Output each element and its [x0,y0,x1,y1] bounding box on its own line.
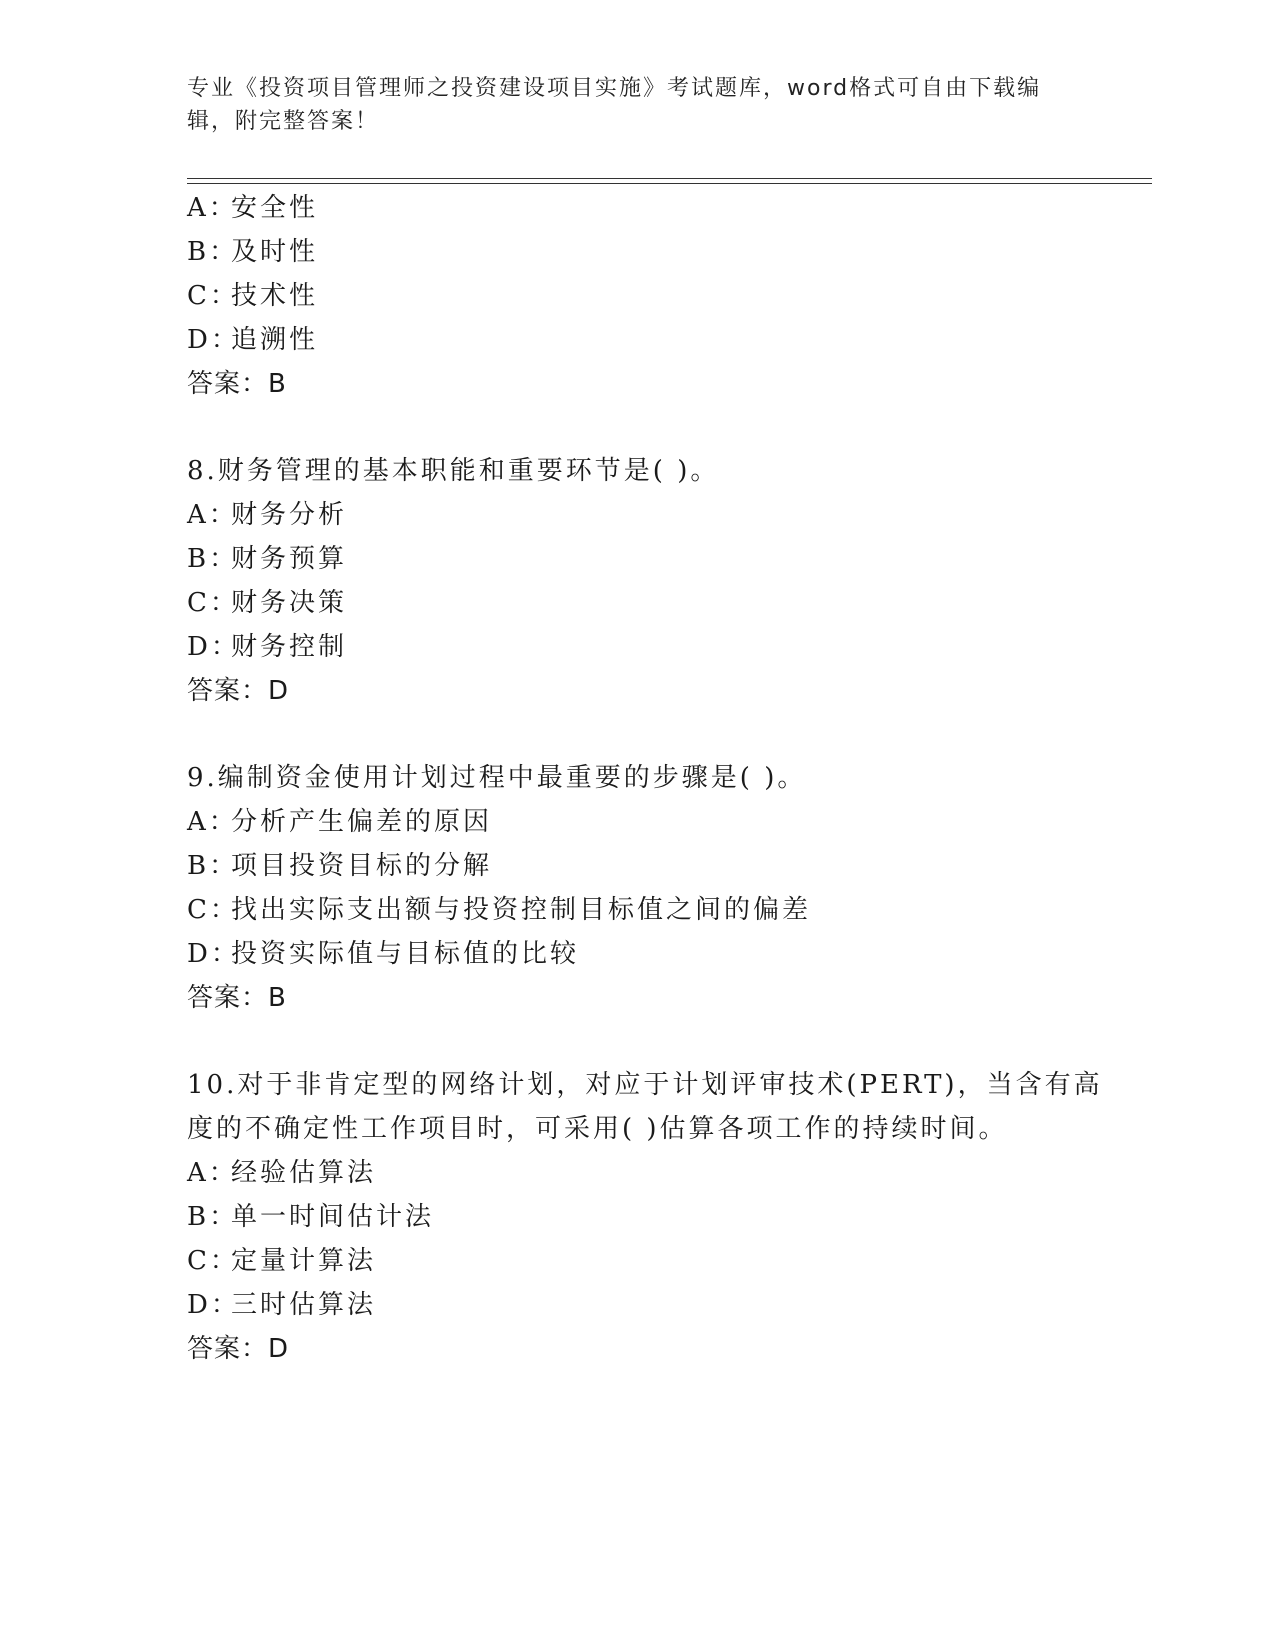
option-text: 技术性 [231,281,319,311]
q10-question-line-2: 度的不确定性工作项目时，可采用( )估算各项工作的持续时间。 [187,1114,1008,1144]
q8-option-b [187,543,347,575]
q10-option-b [187,1201,434,1233]
option-label: C： [187,1246,239,1276]
option-text: 财务预算 [231,544,348,574]
option-label: D： [187,1290,240,1320]
option-label: D： [187,325,240,355]
option-text: 定量计算法 [231,1246,377,1276]
option-label: C： [187,588,239,618]
option-label: B： [187,1202,239,1232]
option-text: 分析产生偏差的原因 [231,807,493,837]
q10-option-c [187,1245,376,1277]
option-label: B： [187,237,239,267]
option-label: D： [187,939,240,969]
header-divider-top [187,178,1152,179]
option-text: 安全性 [231,193,319,223]
q8-option-d [187,631,347,663]
option-text: 及时性 [231,237,319,267]
option-label: B： [187,851,239,881]
option-label: C： [187,281,239,311]
q7-option-a [187,192,318,224]
q9-answer: 答案：B [187,983,287,1013]
q8-question: 8.财务管理的基本职能和重要环节是( )。 [187,456,720,486]
q8-option-c [187,587,347,619]
option-label: C： [187,895,239,925]
q10-option-d [187,1289,376,1321]
q9-option-b [187,850,492,882]
document-header [187,72,1067,138]
q8-option-a [187,499,347,531]
q9-option-d [187,938,579,970]
option-text: 单一时间估计法 [231,1202,435,1232]
q9-option-c [187,894,811,926]
option-label: D： [187,632,240,662]
option-text: 追溯性 [231,325,319,355]
option-label: A： [187,1158,238,1188]
option-text: 项目投资目标的分解 [231,851,493,881]
option-text: 找出实际支出额与投资控制目标值之间的偏差 [231,895,812,925]
q10-option-a [187,1157,376,1189]
q7-option-b [187,236,318,268]
q8-answer: 答案：D [187,676,290,706]
option-text: 财务分析 [231,500,348,530]
q9-question: 9.编制资金使用计划过程中最重要的步骤是( )。 [187,763,807,793]
option-text: 投资实际值与目标值的比较 [231,939,580,969]
q7-option-d [187,324,318,356]
option-text: 财务决策 [231,588,348,618]
option-text: 三时估算法 [231,1290,377,1320]
option-label: A： [187,500,238,530]
q7-answer: 答案：B [187,369,287,399]
option-label: A： [187,807,238,837]
q7-option-c [187,280,318,312]
header-divider-bottom [187,183,1152,184]
header-line-1: 专业《投资项目管理师之投资建设项目实施》考试题库，word格式可自由下载编 [187,76,1042,101]
option-label: A： [187,193,238,223]
q10-question-line-1: 10.对于非肯定型的网络计划，对应于计划评审技术(PERT)，当含有高 [187,1070,1103,1100]
option-label: B： [187,544,239,574]
q9-option-a [187,806,492,838]
option-text: 经验估算法 [231,1158,377,1188]
option-text: 财务控制 [231,632,348,662]
header-line-2: 辑，附完整答案！ [187,109,380,134]
q10-answer: 答案：D [187,1334,290,1364]
